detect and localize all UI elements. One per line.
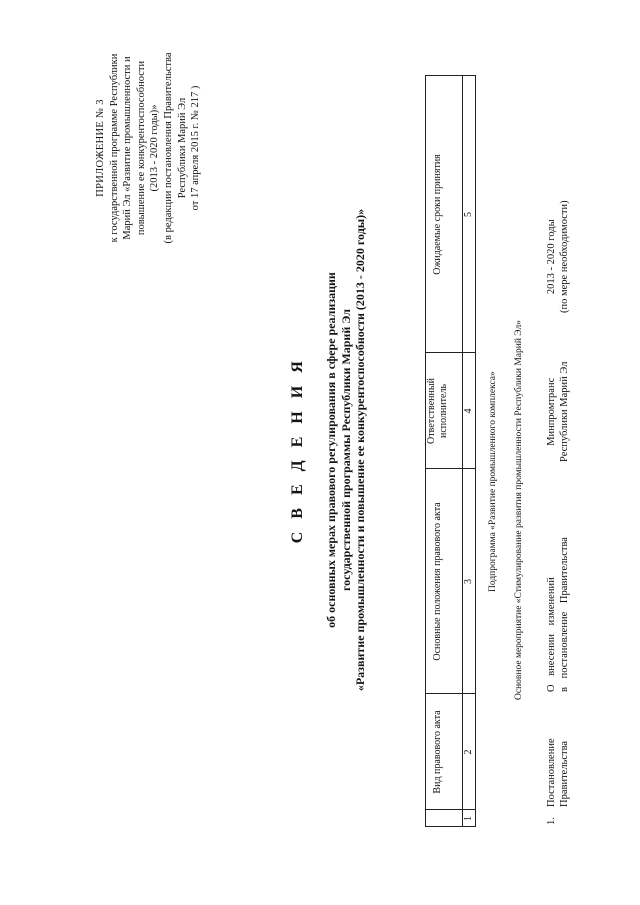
appendix-line: Марий Эл «Развитие промышленности и: [122, 56, 134, 240]
main-measure-title: Основное мероприятие «Стимулирование развития промышленности Республики Марий Эл»: [514, 320, 524, 700]
column-number: 1: [463, 816, 474, 821]
appendix-line: к государственной программе Республики: [108, 53, 120, 243]
appendix-line: (2013 - 2020 годы)»: [149, 104, 161, 192]
appendix-line: Республики Марий Эл: [176, 97, 188, 199]
header-deadline: Ожидаемые сроки принятия: [432, 154, 443, 275]
appendix-line: от 17 апреля 2015 г. № 217 ): [190, 85, 202, 211]
title-block: [288, 145, 368, 755]
appendix-title: ПРИЛОЖЕНИЕ № 3: [95, 99, 106, 197]
column-number: 5: [463, 212, 474, 217]
title-line: «Развитие промышленности и повышение ее конкурентоспособности (2013 - 2020 годы)»: [353, 208, 367, 692]
appendix-line: (в редакции постановления Правительства: [162, 52, 174, 244]
row-executor-line: Минпромтранс: [546, 377, 557, 446]
column-number: 2: [463, 749, 474, 755]
header-executor: Ответственный исполнитель: [426, 378, 449, 444]
row-act-type: [545, 738, 571, 807]
row-provisions: [545, 537, 571, 692]
row-executor: [545, 362, 571, 462]
column-number: 3: [463, 579, 474, 584]
measures-table: [425, 75, 476, 827]
row-deadline-line: 2013 - 2020 годы: [546, 219, 557, 295]
document-heading: С В Е Д Е Н И Я: [289, 356, 306, 544]
header-provisions: Основные положения правового акта: [432, 502, 443, 661]
title-line: об основных мерах правового регулирования в сфере реализации: [324, 272, 338, 628]
row-provisions-line: О внесении изменений: [546, 577, 557, 692]
appendix-line: повышение ее конкурентоспособности: [135, 60, 147, 236]
title-line: государственной программы Республики Марий Эл: [338, 309, 353, 591]
row-provisions-line: в постановление Правительства: [559, 537, 570, 692]
row-deadline-line: (по мере необходимости): [559, 200, 570, 313]
row-deadline: [545, 200, 571, 313]
column-number: 4: [463, 408, 474, 414]
header-act-type: Вид правового акта: [432, 710, 443, 794]
row-act-type-line: Правительства: [559, 740, 570, 807]
row-executor-line: Республики Марий Эл: [559, 361, 570, 462]
appendix-header: [94, 35, 203, 261]
row-number: 1.: [546, 817, 557, 825]
table-border: [475, 76, 476, 827]
row-act-type-line: Постановление: [546, 738, 557, 807]
subprogram-title: Подпрограмма «Развитие промышленного комплекса»: [488, 371, 498, 592]
